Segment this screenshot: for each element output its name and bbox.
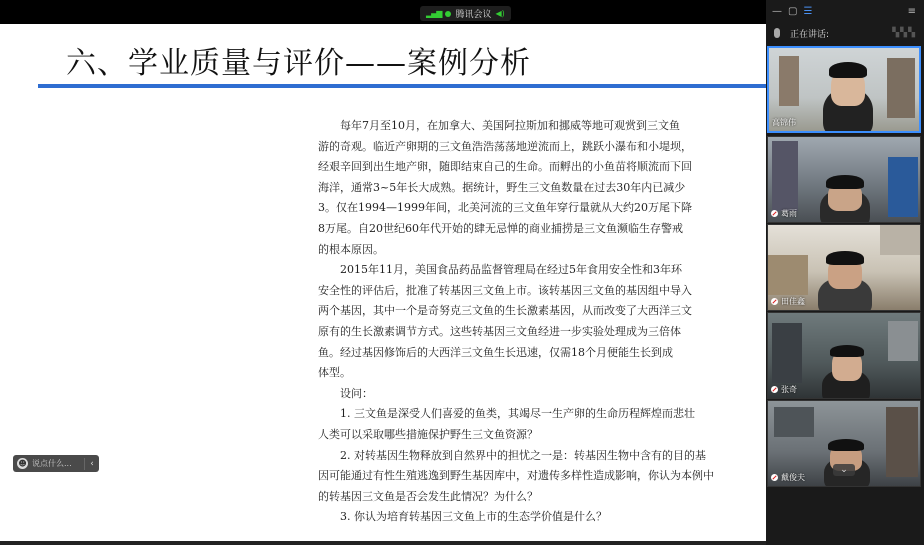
meeting-indicator[interactable] xyxy=(420,6,511,21)
paragraph-line: 体型。 xyxy=(318,366,351,380)
paragraph-line: 原有的生长激素调节方式。这些转基因三文鱼经进一步实验处理成为三倍体 xyxy=(318,324,681,338)
paragraph-line: 每年7月至10月，在加拿大、美国阿拉斯加和挪威等地可观赏到三文鱼 xyxy=(340,119,680,132)
restore-icon[interactable]: ▢ xyxy=(788,5,798,17)
paragraph-line: 3。仅在1994—1999年间，北美河流的三文鱼年穿行量就从大约20万尾下降 xyxy=(318,201,692,215)
video-tile[interactable] xyxy=(767,46,921,133)
mic-muted-icon xyxy=(771,298,778,305)
signal-bars-icon: ▂▄▆ xyxy=(426,9,442,18)
video-tile[interactable] xyxy=(767,136,921,223)
app-name: 腾讯会议 xyxy=(455,10,492,20)
participant-name-tag: 高锦伟 xyxy=(772,118,796,127)
shared-screen-slide xyxy=(0,24,766,545)
chevron-left-icon[interactable]: ‹ xyxy=(90,458,94,469)
speaking-indicator xyxy=(766,22,924,44)
slide-title: 六、学业质量与评价——案例分析 xyxy=(66,46,531,81)
mic-muted-icon xyxy=(771,210,778,217)
participant-name-tag: 葛雨 xyxy=(771,208,797,219)
speaking-label: 正在讲话: xyxy=(790,29,830,40)
paragraph-line: 2015年11月，美国食品药品监督管理局在经过5年食用安全性和3年环 xyxy=(340,263,682,277)
participant-name-tag: 田佳鑫 xyxy=(771,296,805,307)
mic-muted-icon xyxy=(771,474,778,481)
question-line: 的转基因三文鱼是否会发生此情况？为什么？ xyxy=(318,489,538,503)
question-line: 人类可以采取哪些措施保护野生三文鱼资源？ xyxy=(318,427,538,441)
chevron-down-icon[interactable]: ⌄ xyxy=(833,464,855,476)
question-line: 因可能通过有性生殖逃逸到野生基因库中，对遗传多样性造成影响，你认为本例中 xyxy=(318,469,714,483)
comment-placeholder[interactable]: 说点什么... xyxy=(32,459,72,468)
comment-input[interactable] xyxy=(13,455,99,472)
audio-level-icon: ▚▚▚ xyxy=(892,28,916,38)
microphone-icon xyxy=(774,28,780,38)
participant-name-tag: 戴俊夫 xyxy=(771,472,805,483)
participant-name-tag: 张奇 xyxy=(771,384,797,395)
paragraph-line: 的根本原因。 xyxy=(318,242,384,256)
participant-panel xyxy=(766,0,924,545)
menu-icon[interactable]: ≡ xyxy=(907,5,916,17)
title-divider xyxy=(38,84,766,88)
document-body xyxy=(318,116,766,528)
paragraph-line: 鱼。经过基因修饰后的大西洋三文鱼生长迅速，仅需18个月便能生长到成 xyxy=(318,345,673,359)
paragraph-line: 两个基因，其中一个是奇努克三文鱼的生长激素基因，从而改变了大西洋三文 xyxy=(318,304,692,318)
speaker-icon[interactable]: ◀) xyxy=(495,9,505,18)
paragraph-line: 游的奇观。临近产卵期的三文鱼浩浩荡荡地逆流而上，跳跃小瀑布和小堤坝， xyxy=(318,139,692,153)
question-line: 3. 你认为培育转基因三文鱼上市的生态学价值是什么？ xyxy=(340,510,607,524)
video-tile[interactable] xyxy=(767,312,921,399)
minimize-icon[interactable]: — xyxy=(772,5,782,17)
paragraph-line: 8万尾。自20世纪60年代开始的肆无忌惮的商业捕捞是三文鱼濒临生存警戒 xyxy=(318,221,683,235)
video-tile[interactable] xyxy=(767,224,921,311)
emoji-icon[interactable]: ☻ xyxy=(18,459,27,468)
connected-dot-icon xyxy=(445,11,451,17)
window-controls xyxy=(766,0,924,22)
paragraph-line: 安全性的评估后，批准了转基因三文鱼上市。该转基因三文鱼的基因组中导入 xyxy=(318,283,692,297)
paragraph-line: 海洋，通常3~5年长大成熟。据统计，野生三文鱼数量在过去30年内已减少 xyxy=(318,180,686,194)
question-heading: 设问： xyxy=(340,386,373,400)
question-line: 2. 对转基因生物释放到自然界中的担忧之一是：转基因生物中含有的目的基 xyxy=(340,448,706,462)
mic-muted-icon xyxy=(771,386,778,393)
question-line: 1. 三文鱼是深受人们喜爱的鱼类，其竭尽一生产卵的生命历程辉煌而悲壮 xyxy=(340,407,695,421)
gallery-view-icon[interactable]: ☰ xyxy=(803,5,813,17)
paragraph-line: 经艰辛回到出生地产卵，随即结束自己的生命。而孵出的小鱼苗将顺流而下回 xyxy=(318,160,692,174)
